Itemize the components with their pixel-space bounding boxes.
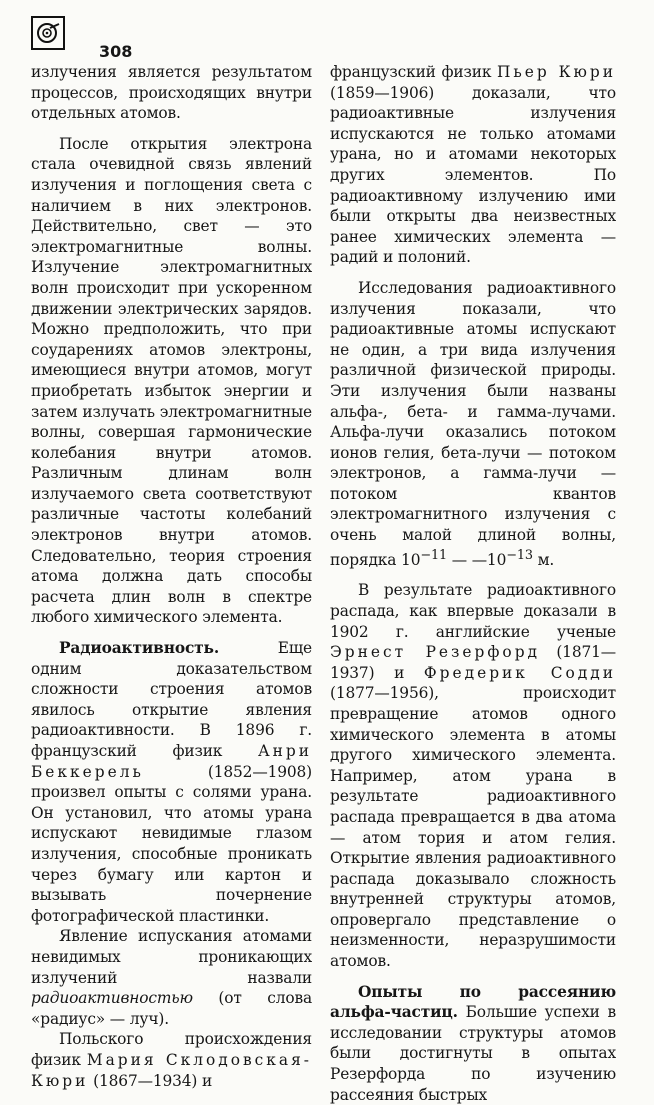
text-span: (1852—1908) произвел опыты с солями урана. Он установил, что атомы урана испускают невидимые глазом излучения, способные проникать через бумагу или картон и вызывать почернение фотографической пластинки. [31, 762, 312, 925]
text-span: (1867—1934) и [93, 1071, 213, 1090]
text-span: Большие успехи в исследовании структуры атомов были достигнуты в опытах Резерфорда по изучению рассеяния быстрых [330, 1003, 616, 1104]
exponent: −13 [506, 547, 533, 563]
term: радиоактивностью [31, 989, 193, 1008]
person-name: Анри Беккерель [31, 742, 313, 781]
page-number: 308 [99, 42, 133, 61]
exponent: −11 [420, 547, 447, 563]
section-heading: Радиоактивность. [59, 639, 220, 658]
paragraph [330, 278, 616, 570]
text-span: Еще одним доказательством сложности строения атомов явилось открытие явления радиоактивности. В 1896 г. французский физик [31, 639, 312, 760]
text-span: В результате радиоактивного распада, как впервые доказали в 1902 г. английские ученые [330, 581, 616, 641]
paragraph [330, 62, 616, 268]
paragraph: После открытия электрона стала очевидной связь явлений излучения и поглощения света с наличием в них электронов. Действительно, свет — это электромагнитные волны. Излучение электромагнитных волн происходит при ускоренном движении электрических зарядов. Можно предположить, что при соударениях атомов электроны, имеющиеся внутри атомов, могут приобретать избыток энергии и затем излучать электромагнитные волны, совершая гармонические колебания внутри атомов. Различным длинам волн излучаемого света соответствуют различные частоты колебаний электронов внутри атомов. Следовательно, теория строения атома должна дать способы расчета длин волн в спектре любого химического элемента. [31, 134, 312, 627]
section-heading: Опыты по рассеянию альфа-частиц. [330, 982, 616, 1022]
paragraph: излучения является результатом процессов, происходящих внутри отдельных атомов. [31, 63, 312, 123]
left-column [31, 62, 312, 1091]
person-name: Эрнест Резерфорд [330, 643, 541, 662]
person-name: Фредерик Содди [423, 663, 616, 682]
text-span: Польского происхождения физик [31, 1030, 312, 1069]
right-column [330, 62, 616, 1105]
record-disc-icon [31, 16, 65, 50]
text-span: Исследования радиоактивного излучения показали, что радиоактивные атомы испускают не один, а три вида излучения различной физической природы. Эти излучения были названы альфа-, бета- и гамма-лучами. Альфа-лучи оказались потоком ионов гелия, бета-лучи — потоком электронов, а гамма-лучи — потоком квантов электромагнитного излучения с очень малой длиной волны, порядка 10 [330, 278, 616, 569]
text-span: (1871—1937) и [330, 643, 616, 682]
text-span: (1877—1956), происходит превращение атомов одного химического элемента в атомы другого химического элемента. Например, атом урана в результате радиоактивного распада превращается в два атома — атом тория и атом гелия. Открытие явления радиоактивного распада доказывало сложность внутренней структуры атомов, опровергало представление о неизменности, неразрушимости атомов. [330, 684, 616, 971]
text-span: Явление испускания атомами невидимых проникающих излучений назвали [31, 927, 312, 987]
paragraph [31, 926, 312, 1029]
person-name: Мария Склодовская-Кюри [31, 1050, 312, 1090]
person-name: Пьер Кюри [496, 63, 616, 81]
text-span: французский физик [330, 63, 492, 81]
text-span: — —10 [446, 550, 507, 569]
text-span: (от слова «радиус» — луч). [31, 989, 312, 1028]
text-span: (1859—1906) доказали, что радиоактивные излучения испускаются не только атомами урана, но и атомами некоторых других элементов. По радиоактивному излучению ими были открыты два неизвестных ранее химических элемента — радий и полоний. [330, 83, 616, 267]
paragraph [330, 580, 616, 971]
paragraph [31, 1029, 312, 1091]
paragraph [330, 982, 616, 1105]
text-span: м. [532, 550, 555, 569]
paragraph [31, 638, 312, 926]
